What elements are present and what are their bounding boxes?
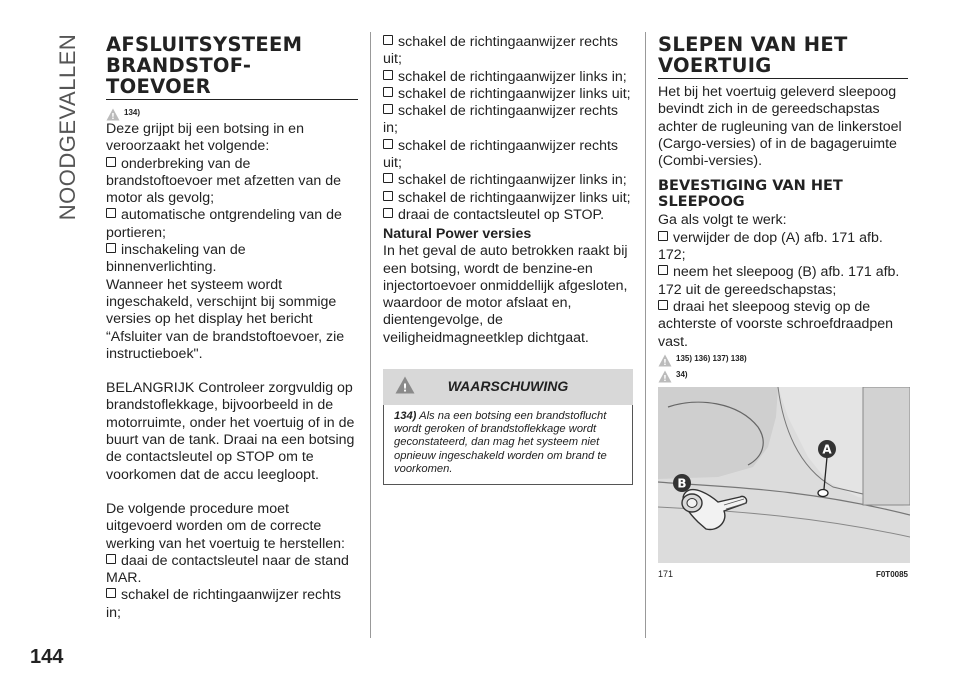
warning-ref-number: 134) [394,410,417,423]
figure-tow-hook [658,387,910,563]
title-line: VOERTUIG [658,54,772,77]
svg-text:!: ! [111,112,115,121]
warning-text: Als na een botsing een brandstoflucht wordt geroken of brandstoflekkage wordt geconstateerd, dan mag het systeem niet opnieuw ingeschakeld worden om brand te voorkomen. [394,410,607,475]
list-item: schakel de richtingaanwijzer links in; [383,172,633,189]
list-item: automatische ontgrendeling van de portieren; [106,207,342,241]
list-item: schakel de richtingaanwijzer rechts uit; [383,137,619,172]
checkbox-bullet-icon [658,300,668,310]
figure-label-a: A [822,442,832,457]
body-paragraph: De volgende procedure moet uitgevoerd worden om de correcte werking van het voertuig te herstellen: [106,500,345,552]
section-title [658,34,908,79]
subsection-title: BEVESTIGING VAN HET SLEEPOOG [658,178,843,211]
checkbox-bullet-icon [106,588,116,598]
checkbox-bullet-icon [106,243,116,253]
figure-number: 171 [658,568,674,579]
list-item: schakel de richtingaanwijzer links uit; [383,86,633,103]
body-paragraph: In het geval de auto betrokken raakt bij een botsing, wordt de benzine-en injectortoevoer onmiddellijk afgesloten, waardoor de motor afslaat en, dientengevolge, de veiligheidmagneetklep dichtgaat. [383,243,628,346]
column-fuel-cutoff [106,34,358,622]
list-item: schakel de richtingaanwijzer rechts in; [383,103,619,137]
figure-caption [658,566,908,583]
figure-code: F0T0085 [875,569,908,579]
warning-reference: ! 134) [106,105,358,121]
checkbox-bullet-icon [106,208,116,218]
checkbox-bullet-icon [106,554,116,564]
checkbox-bullet-icon [383,173,393,183]
warning-triangle-icon [658,354,672,367]
svg-text:!: ! [402,381,408,395]
checkbox-bullet-icon [383,70,393,80]
column-divider [645,32,646,638]
caution-reference: ! 34) [658,367,908,383]
list-item: draai het sleepoog stevig op de achterste of voorste schroefdraadpen vast. [658,298,894,350]
title-line: AFSLUITSYSTEEM [106,33,303,56]
caution-triangle-icon [658,370,672,383]
checkbox-bullet-icon [383,87,393,97]
list-item: schakel de richtingaanwijzer links in; [383,69,633,86]
svg-text:!: ! [663,357,667,367]
column-procedure [383,34,633,485]
warning-reference: ! 135) 136) 137) 138) [658,351,908,367]
column-divider [370,32,371,638]
warning-triangle-icon [395,376,415,394]
warning-title: WAARSCHUWING [447,378,569,395]
checkbox-bullet-icon [383,104,393,114]
checkbox-bullet-icon [658,265,668,275]
checkbox-bullet-icon [383,208,393,218]
warning-box-body [383,405,633,485]
list-item: draai de contactsleutel op STOP. [383,207,633,224]
tow-hook-illustration [658,387,910,563]
title-line: BRANDSTOF- [106,54,252,77]
checkbox-bullet-icon [658,231,668,241]
intro-text: Deze grijpt bij een botsing in en veroorzaakt het volgende: [106,121,304,155]
list-item: onderbreking van de brandstoftoevoer met afzetten van de motor als gevolg; [106,155,342,207]
list-item: schakel de richtingaanwijzer links uit; [383,190,633,207]
list-item: inschakeling van de binnenverlichting. [106,242,246,276]
section-title [106,34,358,100]
page-number: 144 [30,646,64,668]
warning-box-header [383,369,633,405]
list-item: schakel de richtingaanwijzer rechts in; [106,587,342,621]
list-item: neem het sleepoog (B) afb. 171 afb. 172 uit de gereedschapstas; [658,264,900,298]
warning-triangle-icon [106,108,120,121]
title-line: TOEVOER [106,75,211,98]
list-item: verwijder de dop (A) afb. 171 afb. 172; [658,229,883,264]
svg-text:!: ! [663,373,667,383]
checkbox-bullet-icon [383,139,393,149]
title-line: SLEPEN VAN HET [658,33,848,56]
intro-text: Ga als volgt te werk: [658,212,787,229]
checkbox-bullet-icon [383,35,393,45]
subsection-title: Natural Power versies [383,226,532,243]
list-item: daai de contactsleutel naar de stand MAR. [106,552,349,587]
important-paragraph: BELANGRIJK Controleer zorgvuldig op brandstoflekkage, bijvoorbeeld in de motorruimte, onder het voertuig of in de buurt van de tank. Draai na een botsing de contactsleutel op STOP om te voorkomen dat de accu leegloopt. [106,380,355,483]
body-paragraph: Het bij het voertuig geleverd sleepoog bevindt zich in de gereedschapstas achter de rugleuning van de linkerstoel (Cargo-versies) of in de bagageruimte (Combi-versies). [658,84,902,170]
column-towing [658,34,908,583]
list-item: schakel de richtingaanwijzer rechts uit; [383,34,619,68]
checkbox-bullet-icon [383,191,393,201]
section-side-label: NOODGEVALLEN [55,33,80,221]
body-paragraph: Wanneer het systeem wordt ingeschakeld, verschijnt bij sommige versies op het display het bericht “Afsluiter van de brandstoftoevoer, zie instructieboek". [106,276,345,362]
checkbox-bullet-icon [106,157,116,167]
figure-label-b: B [677,476,687,491]
